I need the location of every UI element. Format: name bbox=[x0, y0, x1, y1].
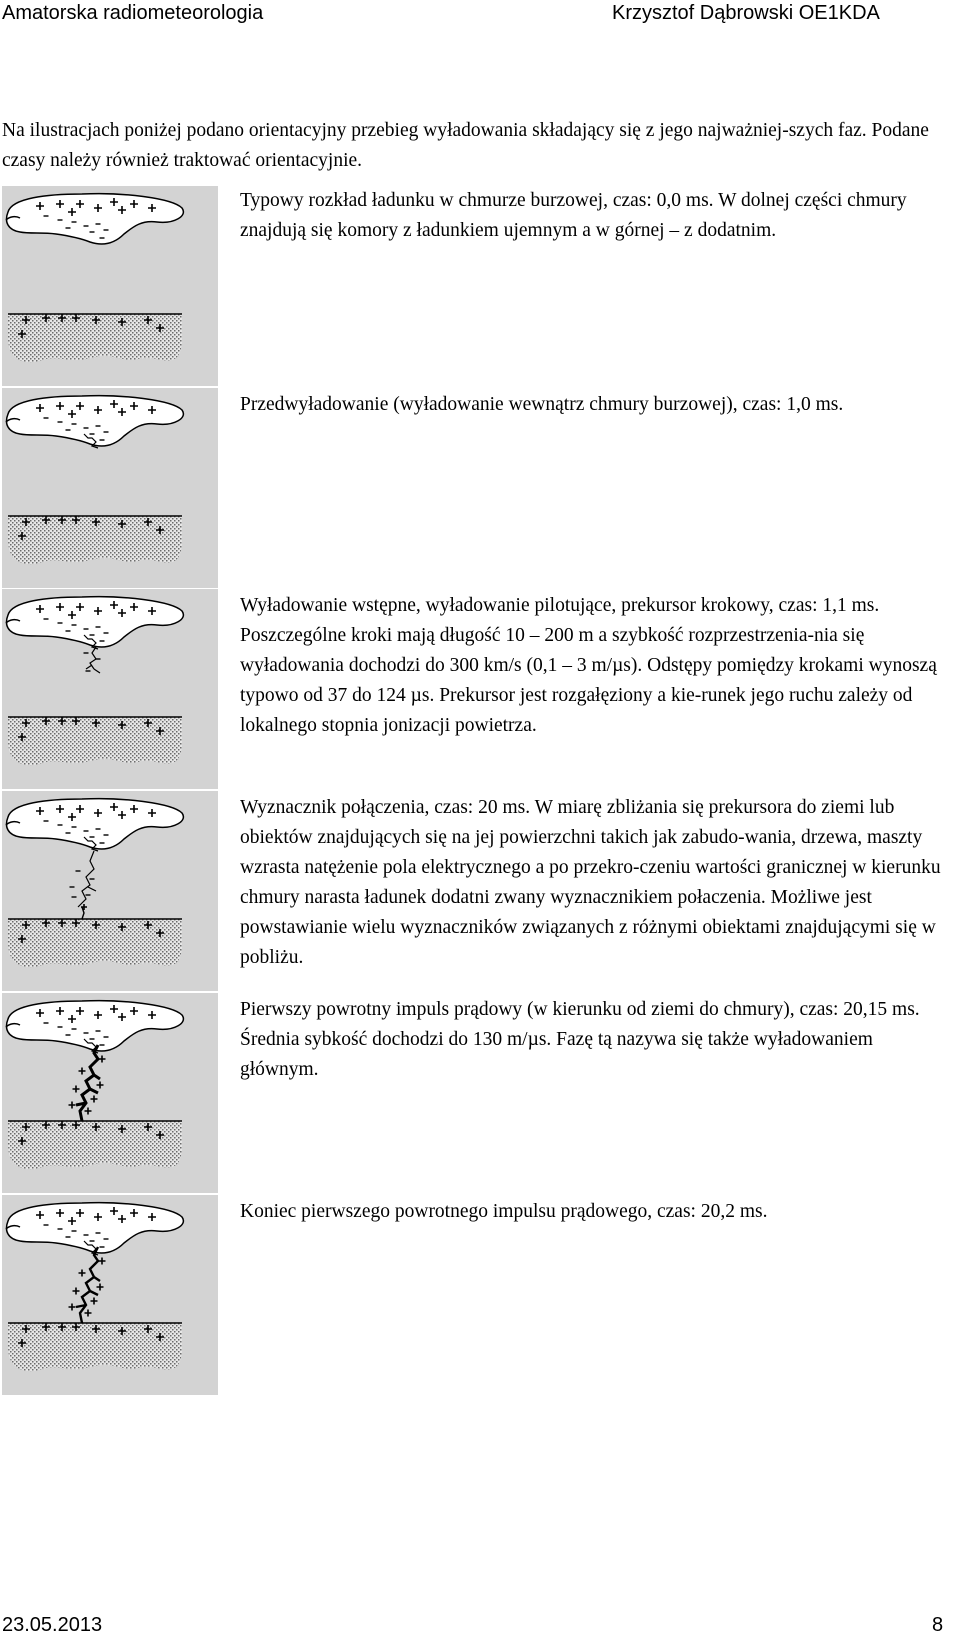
header-title: Amatorska radiometeorologia bbox=[2, 2, 264, 24]
lightning-illustration bbox=[2, 1195, 218, 1395]
lightning-illustration bbox=[2, 186, 218, 386]
phase-description: Koniec pierwszego powrotnego impulsu prądowego, czas: 20,2 ms. bbox=[240, 1201, 768, 1222]
phase-description: Przedwyładowanie (wyładowanie wewnątrz chmury burzowej), czas: 1,0 ms. bbox=[240, 394, 844, 415]
lightning-diagram bbox=[2, 186, 218, 386]
lightning-illustration bbox=[2, 388, 218, 588]
phase-description: Typowy rozkład ładunku w chmurze burzowej, czas: 0,0 ms. W dolnej części chmury znajdują się komory z ładunkiem ujemnym a w górnej – z dodatnim. bbox=[240, 190, 907, 241]
lightning-diagram bbox=[2, 589, 218, 789]
intro-paragraph: Na ilustracjach poniżej podano orientacyjny przebieg wyładowania składający się z jego najważniej-szych faz. Podane czasy należy również traktować orientacyjnie. bbox=[2, 120, 929, 171]
page-header bbox=[0, 0, 960, 34]
lightning-illustration bbox=[2, 589, 218, 789]
header-author: Krzysztof Dąbrowski OE1KDA bbox=[612, 2, 880, 24]
lightning-diagram bbox=[2, 388, 218, 588]
phase-description: Pierwszy powrotny impuls prądowy (w kierunku od ziemi do chmury), czas: 20,15 ms. Średnia sybkość dochodzi do 130 m/µs. Fazę tą nazywa się także wyładowaniem głównym. bbox=[240, 999, 920, 1080]
phase-description: Wyładowanie wstępne, wyładowanie pilotujące, prekursor krokowy, czas: 1,1 ms. Poszczególne kroki mają długość 10 – 200 m a szybkość rozprzestrzenia-nia się wyładowania dochodzi do 300 km/s (0,1 – 3 m/µs). Odstępy pomiędzy krokami wynoszą typowo od 37 do 124 µs. Prekursor jest rozgałęziony a kie-runek jego ruchu zależy od lokalnego stopnia jonizacji powietrza. bbox=[240, 595, 937, 736]
page-number: 8 bbox=[932, 1614, 944, 1636]
lightning-diagram bbox=[2, 791, 218, 991]
lightning-diagram bbox=[2, 1195, 218, 1395]
footer-date: 23.05.2013 bbox=[2, 1614, 103, 1636]
lightning-illustration bbox=[2, 791, 218, 991]
page-footer bbox=[0, 1612, 960, 1643]
lightning-diagram bbox=[2, 993, 218, 1193]
lightning-illustration bbox=[2, 993, 218, 1193]
phase-description: Wyznacznik połączenia, czas: 20 ms. W miarę zbliżania się prekursora do ziemi lub obiektów znajdujących się na jej powierzchni takich jak zabudo-wania, drzewa, maszty wzrasta natężenie pola elektrycznego a po przekro-czeniu wartości granicznej w kierunku chmury narasta ładunek dodatni zwany wyznacznikiem połaczenia. Możliwe jest powstawianie wielu wyznaczników związanych z różnymi obiektami znajdującymi się w pobliżu. bbox=[240, 797, 941, 968]
